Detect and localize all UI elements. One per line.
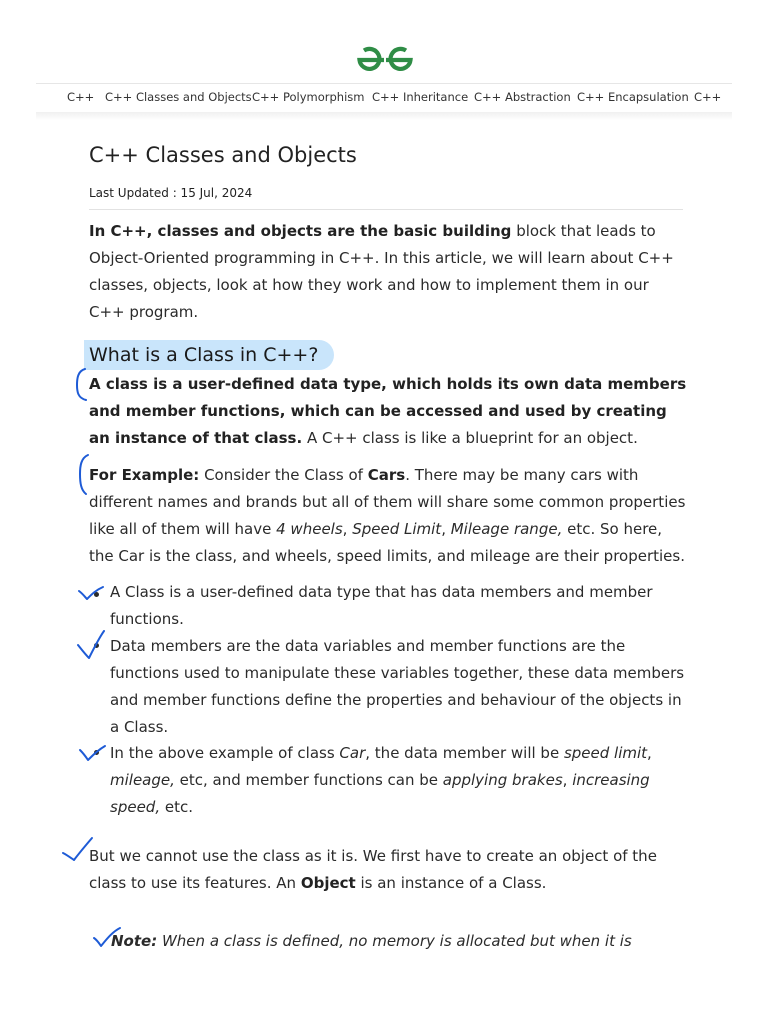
b3-mileage: mileage,	[110, 771, 175, 789]
example-speed-limit: Speed Limit	[352, 520, 442, 538]
b3-speed-limit: speed limit	[563, 744, 648, 762]
geeksforgeeks-logo-icon[interactable]	[356, 44, 414, 76]
check-mark-1	[79, 587, 103, 599]
nav-item-classes-objects[interactable]: C++ Classes and Objects	[105, 90, 252, 104]
b3-text-a: In the above example of class	[110, 744, 340, 762]
b3-comma-2: ,	[562, 771, 573, 789]
b3-text-d: etc.	[160, 798, 193, 816]
example-text-1: Consider the Class of	[199, 466, 368, 484]
topic-nav	[0, 88, 768, 110]
nav-item-inheritance[interactable]: C++ Inheritance	[372, 90, 469, 104]
nav-item-encapsulation[interactable]: C++ Encapsulation	[577, 90, 689, 104]
b3-text-b: , the data member will be	[365, 744, 564, 762]
site-header	[0, 0, 768, 120]
definition-text: A C++ class is like a blueprint for an object.	[302, 429, 638, 447]
b3-applying-brakes: applying brakes	[442, 771, 563, 789]
b3-text-c: etc, and member functions can be	[174, 771, 443, 789]
example-label: For Example:	[89, 466, 200, 484]
title-divider	[89, 209, 683, 210]
note-text: When a class is defined, no memory is allocated but when it is	[157, 932, 632, 950]
check-mark-3	[80, 746, 105, 760]
nav-divider	[36, 83, 732, 84]
example-wheels: 4 wheels	[276, 520, 343, 538]
list-item-2: Data members are the data variables and member functions are the functions used to manipulate these variables together, these data members and member functions define the properties and behaviour of the objects in a Class.	[110, 637, 685, 736]
nav-shadow	[36, 112, 732, 120]
nav-item-polymorphism[interactable]: C++ Polymorphism	[252, 90, 365, 104]
bullet-dot-2	[94, 643, 99, 648]
b3-car: Car	[339, 744, 366, 762]
check-mark-2	[78, 631, 104, 658]
section-heading: What is a Class in C++?	[84, 340, 334, 370]
definition-bold-text: A class is a user-defined data type, which holds its own data members and member functions, which can be accessed and used by creating an instance of that class.	[89, 375, 687, 447]
bracket-mark-1	[77, 369, 86, 400]
last-updated: Last Updated : 15 Jul, 2024	[89, 186, 253, 200]
object-text-1: But we cannot use the class as it is. We first have to create an object of the class to use its features. An	[89, 847, 657, 892]
list-item-1: A Class is a user-defined data type that has data members and member functions.	[110, 583, 653, 628]
bracket-mark-2	[80, 455, 88, 494]
example-mileage: Mileage range,	[450, 520, 563, 538]
example-comma-2: ,	[441, 520, 451, 538]
nav-item-abstraction[interactable]: C++ Abstraction	[474, 90, 571, 104]
example-text-3: etc. So here, the Car is the class, and wheels, speed limits, and mileage are their properties.	[89, 520, 685, 565]
note-label: Note:	[111, 932, 158, 950]
intro-bold-text: In C++, classes and objects are the basic building	[89, 222, 512, 240]
intro-text: block that leads to Object-Oriented programming in C++. In this article, we will learn about C++ classes, objects, look at how they work and how to implement them in our C++ program.	[89, 222, 674, 321]
example-comma-1: ,	[342, 520, 353, 538]
page-title: C++ Classes and Objects	[89, 143, 357, 167]
list-item-3	[110, 740, 690, 821]
nav-item-cpp[interactable]: C++	[67, 90, 95, 104]
b3-comma-1: ,	[647, 744, 652, 762]
intro-paragraph	[89, 218, 689, 326]
check-mark-4	[63, 838, 92, 860]
definition-paragraph	[89, 371, 689, 452]
b3-increasing-speed: increasing speed,	[110, 771, 650, 816]
note-line	[111, 928, 632, 955]
example-text-2: . There may be many cars with different names and brands but all of them will share some common properties like all of them will have	[89, 466, 686, 538]
bullet-dot-3	[94, 750, 99, 755]
object-bold: Object	[300, 874, 356, 892]
example-paragraph	[89, 462, 689, 570]
object-paragraph	[89, 843, 689, 897]
nav-item-cpp-more[interactable]: C++	[694, 90, 722, 104]
example-cars: Cars	[367, 466, 406, 484]
bullet-dot-1	[94, 592, 99, 597]
object-text-2: is an instance of a Class.	[355, 874, 547, 892]
